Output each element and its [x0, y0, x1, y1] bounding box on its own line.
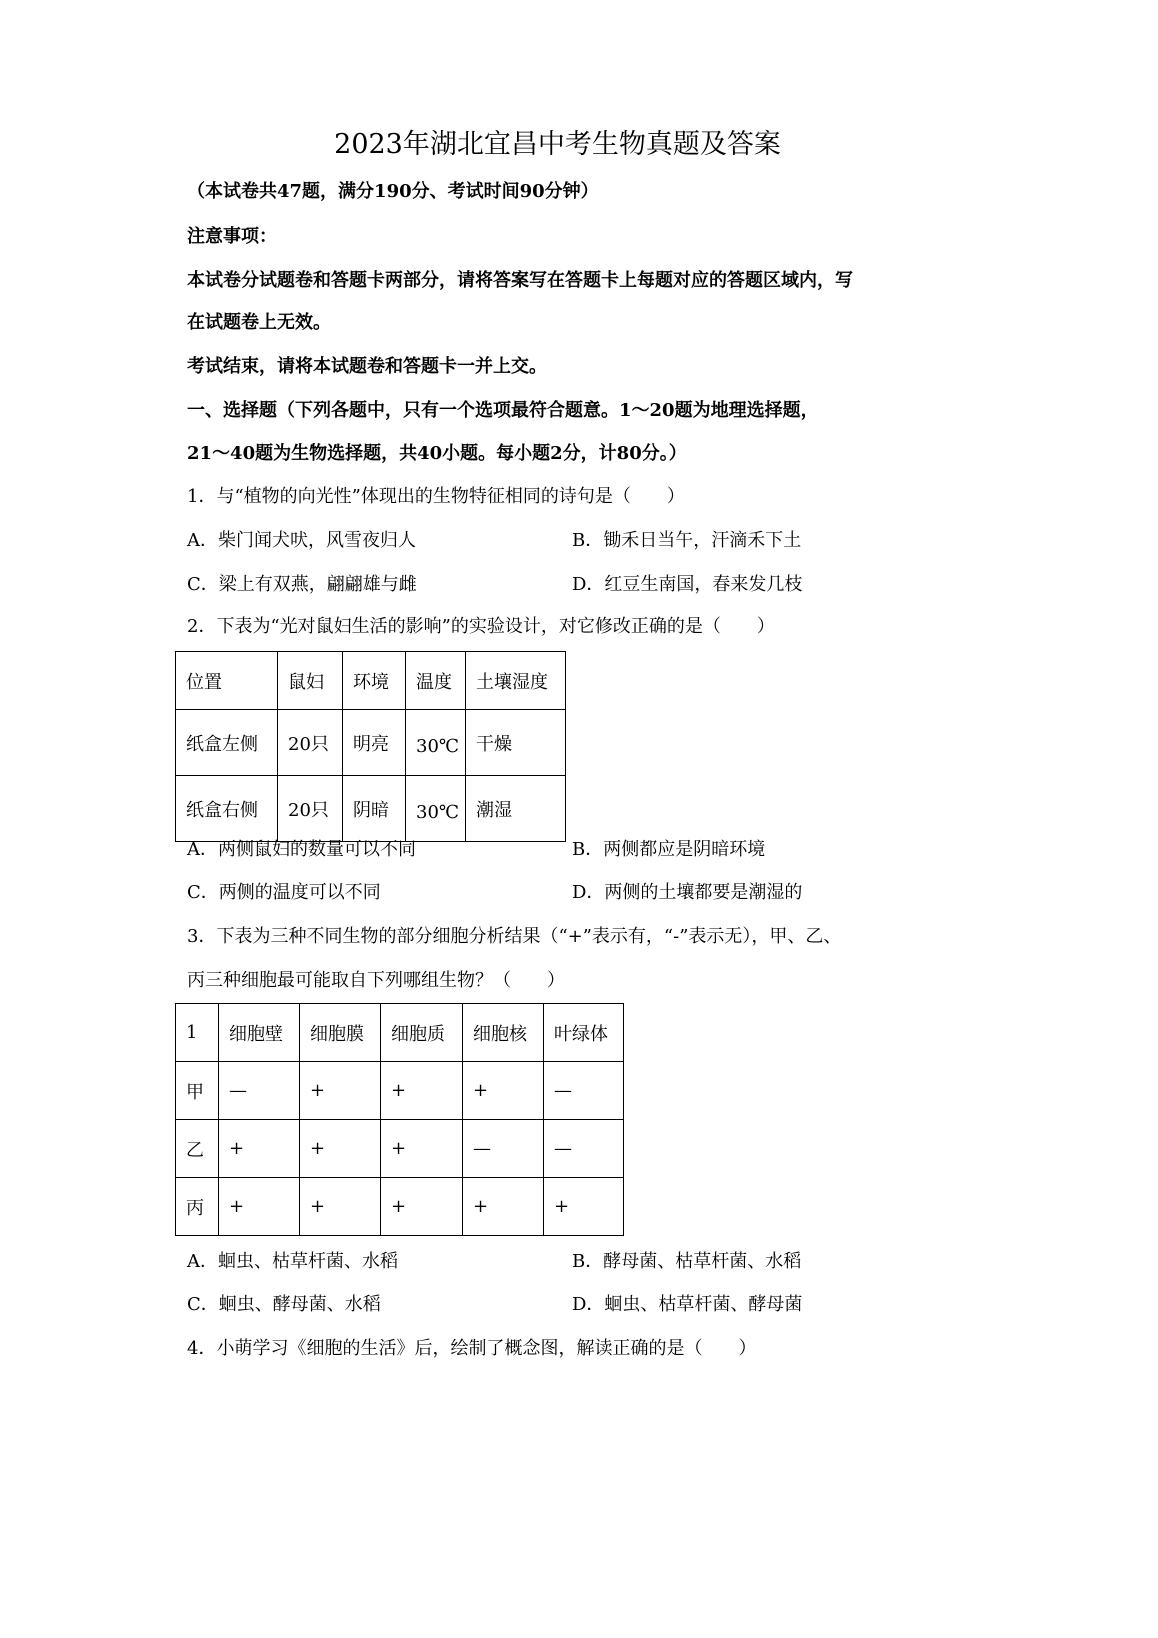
- question-4-stem: 4．小萌学习《细胞的生活》后，绘制了概念图，解读正确的是（ ）: [187, 1338, 757, 1359]
- table-cell: +: [544, 1178, 624, 1236]
- option-c: C．蛔虫、酵母菌、水稻: [187, 1294, 381, 1315]
- question-1-stem: 1．与“植物的向光性”体现出的生物特征相同的诗句是（ ）: [187, 486, 685, 507]
- table-cell: +: [463, 1062, 544, 1120]
- option-a: A．蛔虫、枯草杆菌、水稻: [187, 1251, 398, 1272]
- option-d: D．两侧的土壤都要是潮湿的: [572, 882, 803, 903]
- option-b: B．酵母菌、枯草杆菌、水稻: [572, 1251, 802, 1272]
- table-cell: 叶绿体: [544, 1004, 624, 1062]
- table-cell: +: [219, 1120, 300, 1178]
- table-cell: —: [544, 1062, 624, 1120]
- table-cell: 鼠妇: [278, 652, 343, 710]
- question-3-stem: 3．下表为三种不同生物的部分细胞分析结果（“+”表示有，“-”表示无），甲、乙、: [187, 926, 842, 947]
- notice-text: 本试卷分试题卷和答题卡两部分，请将答案写在答题卡上每题对应的答题区域内，写: [187, 270, 853, 291]
- table-cell: 1: [176, 1004, 219, 1062]
- table-header-row: [176, 1004, 624, 1062]
- table-cell: +: [219, 1178, 300, 1236]
- notice-text: 考试结束，请将本试题卷和答题卡一并上交。: [187, 356, 547, 377]
- table-cell: 20只: [278, 710, 343, 776]
- table-cell: 干燥: [466, 710, 566, 776]
- table-cell: 潮湿: [466, 776, 566, 842]
- table-cell: +: [463, 1178, 544, 1236]
- exam-info: （本试卷共47题，满分190分、考试时间90分钟）: [187, 181, 599, 202]
- question-2-stem: 2．下表为“光对鼠妇生活的影响”的实验设计，对它修改正确的是（ ）: [187, 616, 775, 637]
- table-row: [176, 1120, 624, 1178]
- table-cell: —: [463, 1120, 544, 1178]
- table-row: [176, 1062, 624, 1120]
- option-c: C．梁上有双燕，翩翩雄与雌: [187, 574, 417, 595]
- table-cell: +: [381, 1120, 463, 1178]
- table-row: [176, 710, 566, 776]
- table-cell: 乙: [176, 1120, 219, 1178]
- experiment-table: [175, 651, 566, 842]
- table-cell: +: [300, 1178, 381, 1236]
- table-row: [176, 1178, 624, 1236]
- table-cell: 环境: [343, 652, 406, 710]
- section-heading: 21～40题为生物选择题，共40小题。每小题2分，计80分。）: [187, 443, 687, 464]
- table-cell: 阴暗: [343, 776, 406, 842]
- cell-analysis-table: [175, 1003, 624, 1236]
- table-cell: 细胞膜: [300, 1004, 381, 1062]
- table-cell: 甲: [176, 1062, 219, 1120]
- table-cell: 明亮: [343, 710, 406, 776]
- option-c: C．两侧的温度可以不同: [187, 882, 381, 903]
- table-cell: 位置: [176, 652, 278, 710]
- notice-heading: 注意事项：: [187, 226, 277, 247]
- option-a: A．柴门闻犬吠，风雪夜归人: [187, 530, 416, 551]
- table-cell: +: [381, 1178, 463, 1236]
- table-cell: 20只: [278, 776, 343, 842]
- section-heading: 一、选择题（下列各题中，只有一个选项最符合题意。1～20题为地理选择题，: [187, 400, 819, 421]
- option-b: B．两侧都应是阴暗环境: [572, 839, 766, 860]
- table-cell: —: [219, 1062, 300, 1120]
- option-d: D．红豆生南国，春来发几枝: [572, 574, 803, 595]
- table-cell: 纸盒右侧: [176, 776, 278, 842]
- page-title: 2023年湖北宜昌中考生物真题及答案: [334, 129, 781, 160]
- table-cell: 温度: [406, 652, 466, 710]
- question-3-stem: 丙三种细胞最可能取自下列哪组生物？（ ）: [187, 970, 565, 991]
- table-cell: +: [381, 1062, 463, 1120]
- table-cell: 30℃: [406, 776, 466, 842]
- table-cell: —: [544, 1120, 624, 1178]
- table-row: [176, 776, 566, 842]
- table-header-row: [176, 652, 566, 710]
- option-a: A．两侧鼠妇的数量可以不同: [187, 839, 416, 860]
- table-cell: +: [300, 1062, 381, 1120]
- notice-text: 在试题卷上无效。: [187, 312, 331, 333]
- table-cell: 细胞壁: [219, 1004, 300, 1062]
- option-d: D．蛔虫、枯草杆菌、酵母菌: [572, 1294, 803, 1315]
- table-cell: 细胞质: [381, 1004, 463, 1062]
- table-cell: 丙: [176, 1178, 219, 1236]
- table-cell: 纸盒左侧: [176, 710, 278, 776]
- table-cell: 30℃: [406, 710, 466, 776]
- option-b: B．锄禾日当午，汗滴禾下土: [572, 530, 802, 551]
- table-cell: 细胞核: [463, 1004, 544, 1062]
- table-cell: +: [300, 1120, 381, 1178]
- table-cell: 土壤湿度: [466, 652, 566, 710]
